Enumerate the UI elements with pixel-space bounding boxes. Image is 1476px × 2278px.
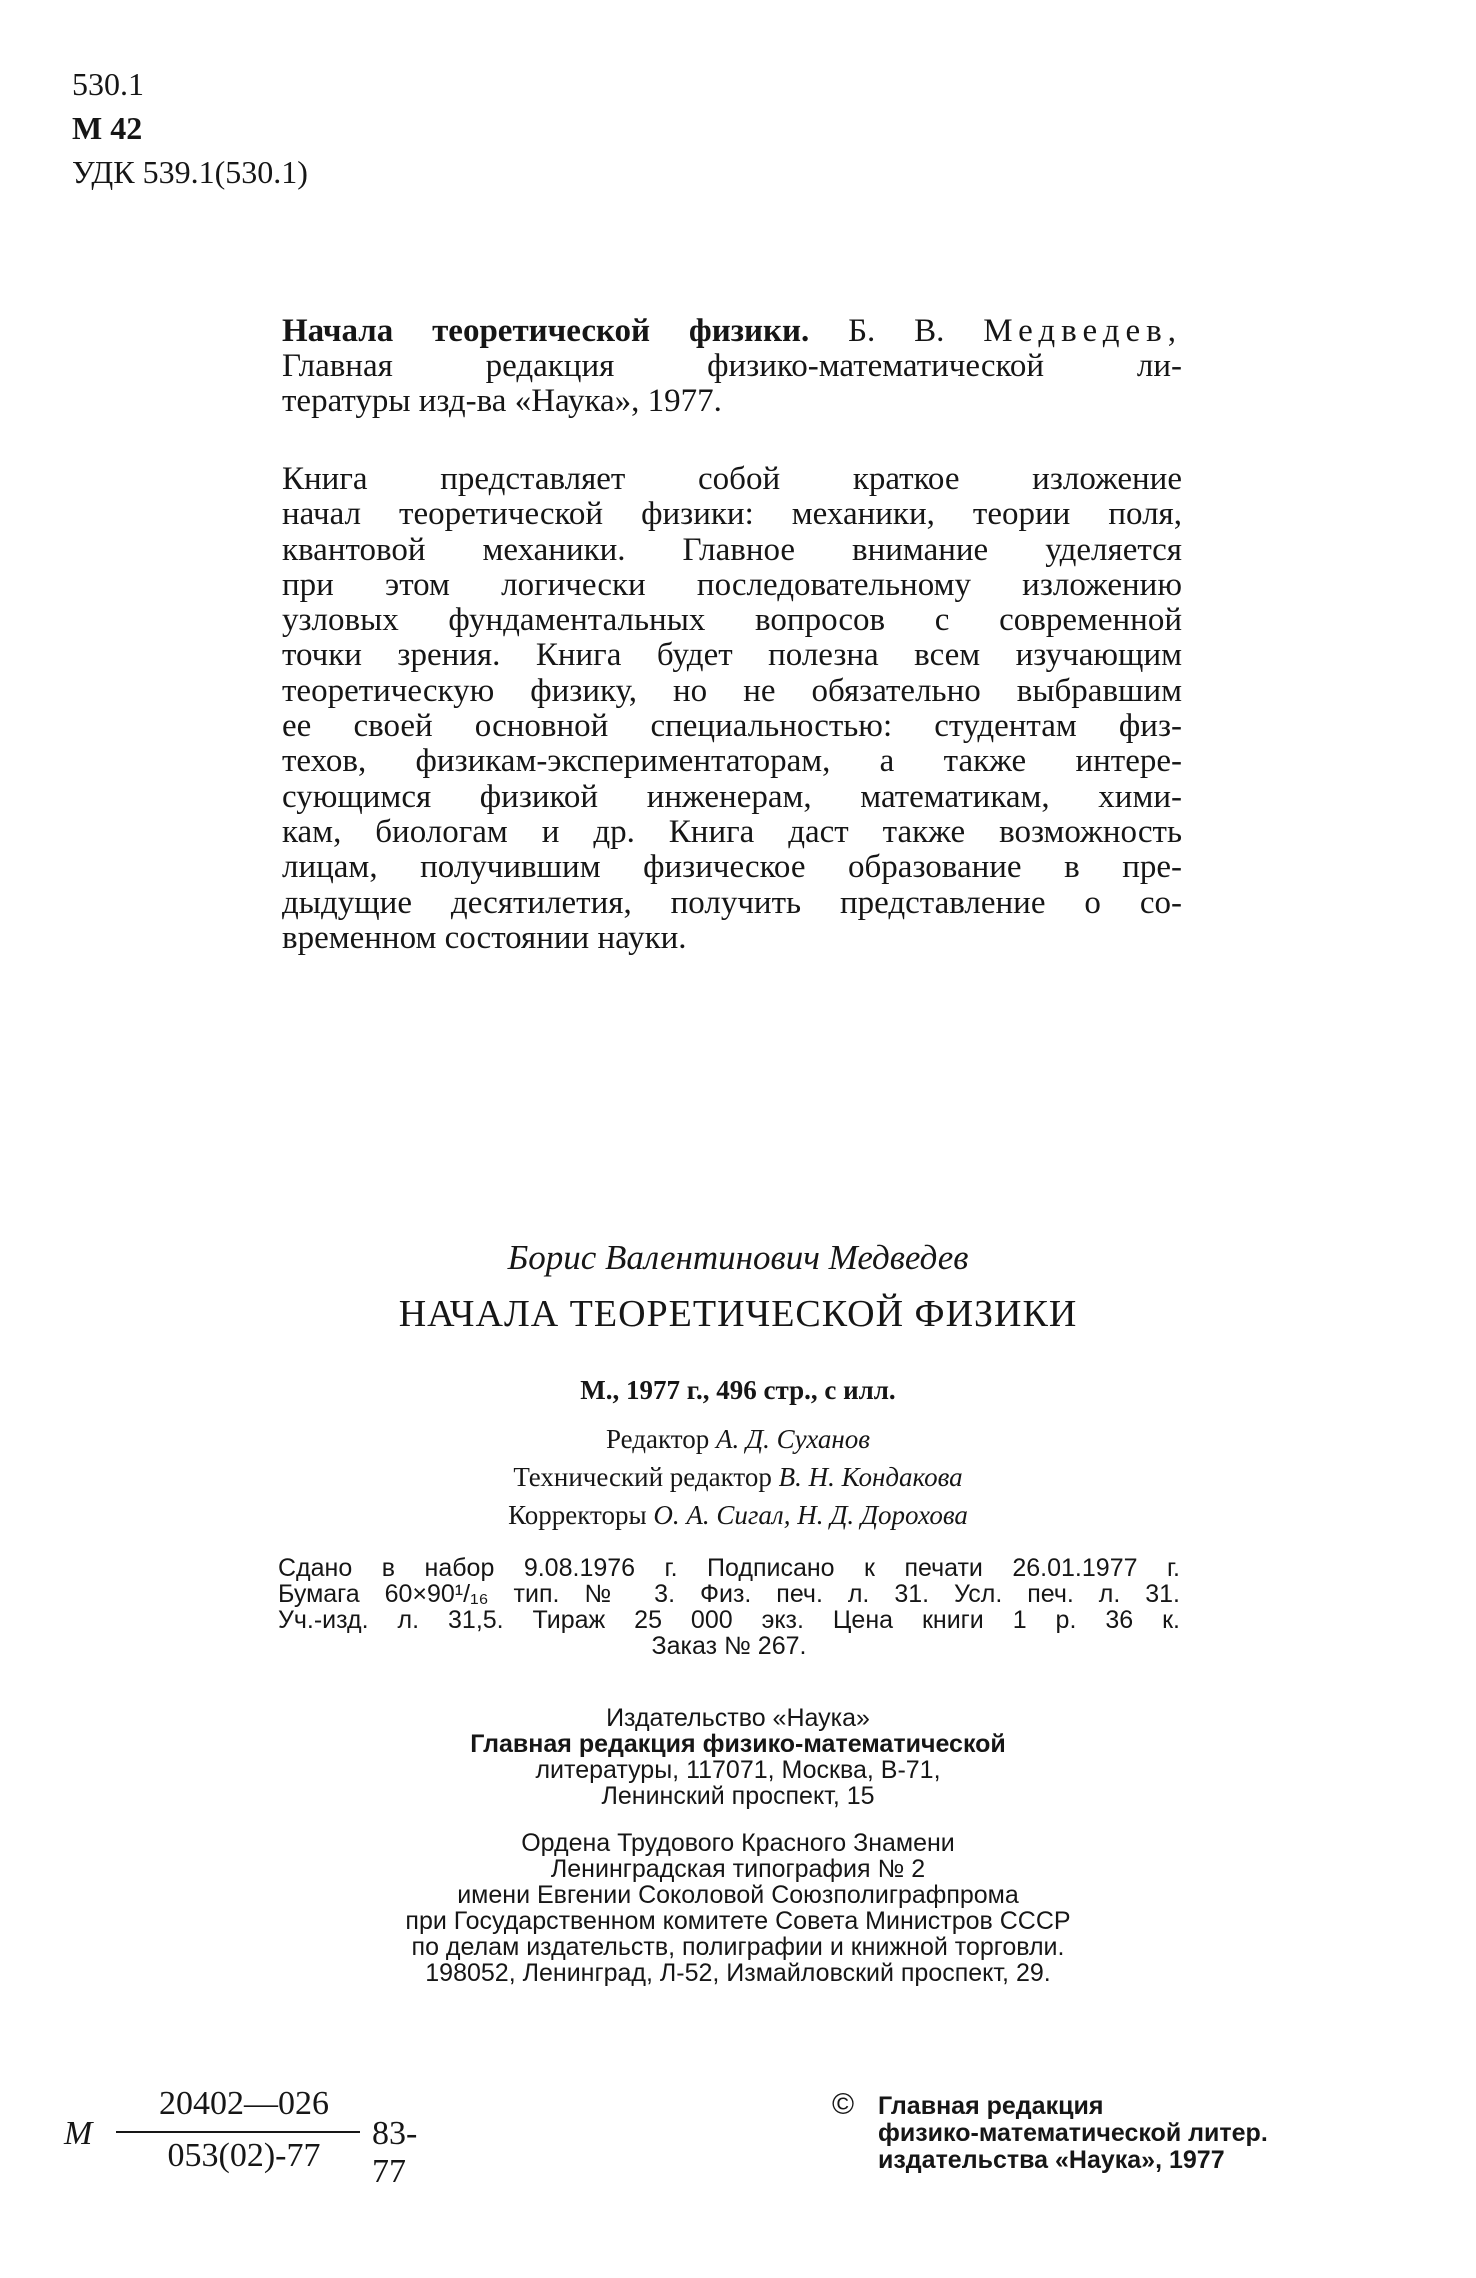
publisher-line: литературы, 117071, Москва, В-71, <box>535 1756 941 1784</box>
udc-code: УДК 539.1(530.1) <box>72 154 308 190</box>
index-prefix: М <box>64 2115 93 2152</box>
copyright-text <box>878 2093 1268 2174</box>
copyright-line: издательства «Наука», 1977 <box>878 2146 1225 2174</box>
index-numerator: 20402—026 <box>159 2085 329 2122</box>
abstract-line: ее своей основной специальностью: студентам физ- <box>282 708 1182 745</box>
tech-editor-name: В. Н. Кондакова <box>778 1462 963 1492</box>
copyright-icon: © <box>832 2088 855 2121</box>
publisher-block <box>0 1705 1476 1809</box>
author-mark: М 42 <box>72 110 143 146</box>
print-detail-line: Бумага 60×90¹/₁₆ тип. № 3. Физ. печ. л. 31. Усл. печ. л. 31. <box>278 1580 1180 1608</box>
print-detail-line: Сдано в набор 9.08.1976 г. Подписано к печати 26.01.1977 г. <box>278 1554 1180 1582</box>
annotation-title: Начала теоретической физики. <box>282 313 810 349</box>
abstract-line: лицам, получившим физическое образование в пре- <box>282 849 1182 886</box>
editor-label: Редактор <box>605 1424 710 1454</box>
imprint-title: НАЧАЛА ТЕОРЕТИЧЕСКОЙ ФИЗИКИ <box>398 1293 1078 1335</box>
printing-house-line: имени Евгении Соколовой Союзполиграфпрома <box>457 1881 1019 1909</box>
bibliographic-annotation <box>282 314 1182 419</box>
abstract-line: дыдущие десятилетия, получить представление о со- <box>282 884 1182 921</box>
editor-name: А. Д. Суханов <box>715 1424 871 1454</box>
publisher-line: Издательство «Наука» <box>606 1704 870 1732</box>
abstract-line: теоретическую физику, но не обязательно выбравшим <box>282 672 1182 709</box>
tech-editor-label: Технический редактор <box>513 1462 772 1492</box>
copyright-line: физико-математической литер. <box>878 2119 1268 2147</box>
abstract-line: Книга представляет собой краткое изложение <box>282 461 1182 497</box>
printing-house-line: Ленинградская типография № 2 <box>550 1855 926 1883</box>
abstract-line: начал теоретической физики: механики, теории поля, <box>282 496 1182 533</box>
editorial-credits <box>0 1420 1476 1534</box>
annotation-line-3: тературы изд-ва «Наука», 1977. <box>282 383 722 419</box>
abstract-line: кам, биологам и др. Книга даст также возможность <box>282 813 1182 850</box>
index-code <box>64 2085 444 2190</box>
print-detail-line: Уч.-изд. л. 31,5. Тираж 25 000 экз. Цена книги 1 р. 36 к. <box>278 1606 1180 1634</box>
publisher-line: Главная редакция физико-математической <box>470 1730 1006 1758</box>
editor-credit <box>0 1420 1476 1458</box>
index-suffix: 83-77 <box>372 2115 418 2190</box>
proofreaders-names: О. А. Сигал, Н. Д. Дорохова <box>653 1500 968 1530</box>
tech-editor-credit <box>0 1458 1476 1496</box>
proofreaders-label: Корректоры <box>508 1500 647 1530</box>
publication-info: М., 1977 г., 496 стр., с илл. <box>580 1375 896 1405</box>
imprint-author: Борис Валентинович Медведев <box>507 1238 969 1277</box>
printing-house-block <box>0 1830 1476 1986</box>
abstract-line: квантовой механики. Главное внимание уделяется <box>282 531 1182 568</box>
proofreaders-credit <box>0 1496 1476 1534</box>
publisher-line: Ленинский проспект, 15 <box>601 1782 875 1810</box>
abstract-line: техов, физикам-экспериментаторам, а также интере- <box>282 743 1182 780</box>
print-details <box>278 1555 1180 1659</box>
index-denominator: 053(02)-77 <box>167 2137 321 2174</box>
fraction-bar <box>116 2131 360 2133</box>
abstract-line: при этом логически последовательному изложению <box>282 566 1182 603</box>
annotation-line-2: Главная редакция физико-математической ли- <box>282 348 1182 384</box>
printing-house-line: при Государственном комитете Совета Министров СССР <box>405 1907 1071 1935</box>
abstract-line: точки зрения. Книга будет полезна всем изучающим <box>282 637 1182 674</box>
annotation-initials: Б. В. <box>848 313 945 349</box>
abstract-line: временном состоянии науки. <box>282 919 687 956</box>
abstract-line: узловых фундаментальных вопросов с современной <box>282 602 1182 639</box>
copyright-line: Главная редакция <box>878 2092 1104 2120</box>
bbk-code: 530.1 <box>72 66 144 102</box>
printing-house-line: по делам издательств, полиграфии и книжной торговли. <box>411 1933 1065 1961</box>
printing-house-line: Ордена Трудового Красного Знамени <box>521 1829 955 1857</box>
classification-codes <box>72 62 308 194</box>
annotation-author: Медведев, <box>983 313 1182 349</box>
print-detail-line: Заказ № 267. <box>651 1632 807 1660</box>
abstract-paragraph <box>282 462 1182 956</box>
printing-house-line: 198052, Ленинград, Л-52, Измайловский проспект, 29. <box>425 1959 1051 1987</box>
abstract-line: сующимся физикой инженерам, математикам, хими- <box>282 778 1182 815</box>
